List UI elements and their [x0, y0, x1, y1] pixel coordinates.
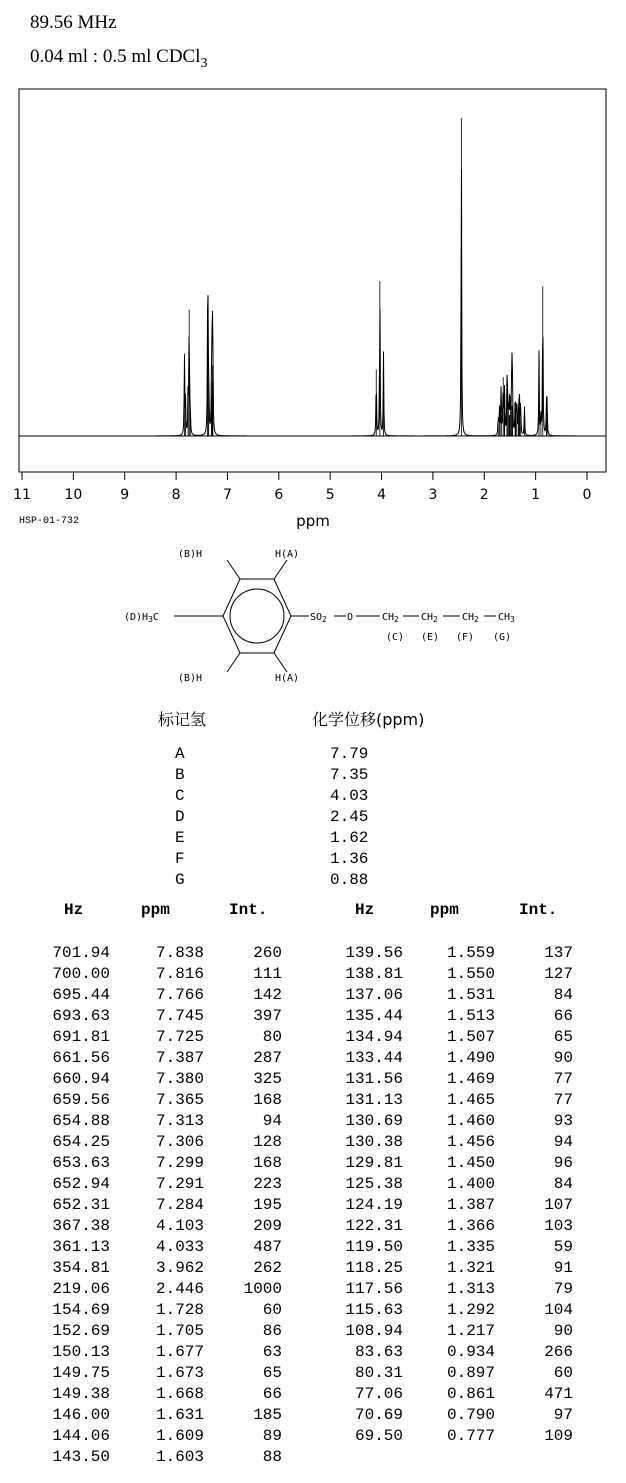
peak-cell-int-left: 63 [262, 1343, 282, 1361]
peak-cell-ppm-right: 1.400 [446, 1175, 495, 1193]
ch2-c [382, 612, 399, 624]
peak-cell-int-left: 89 [262, 1427, 282, 1445]
x-tick-label: 9 [120, 487, 130, 503]
peak-cell-hz-left: 219.06 [52, 1280, 110, 1298]
x-tick-label: 7 [222, 487, 232, 503]
peak-cell-hz-right: 69.50 [354, 1427, 403, 1445]
peak-cell-hz-right: 77.06 [354, 1385, 403, 1403]
peak-cell-ppm-left: 1.631 [155, 1406, 204, 1424]
peak-cell-int-right: 77 [553, 1091, 573, 1109]
peak-cell-hz-left: 691.81 [52, 1028, 110, 1046]
peak-cell-hz-left: 143.50 [52, 1448, 110, 1466]
peak-cell-int-right: 137 [544, 944, 573, 962]
peak-header-int-right: Int. [519, 901, 558, 919]
label-ha-top: H(A) [275, 549, 300, 560]
peak-header-hz-left: Hz [64, 901, 84, 919]
peak-cell-hz-right: 130.69 [345, 1112, 403, 1130]
peak-cell-hz-left: 654.88 [52, 1112, 110, 1130]
peak-cell-int-right: 91 [553, 1259, 573, 1277]
peak-cell-int-left: 397 [253, 1007, 282, 1025]
x-tick-label: 2 [479, 487, 489, 503]
peak-cell-hz-left: 661.56 [52, 1049, 110, 1067]
peak-header-hz-right: Hz [355, 901, 375, 919]
shift-row-ppm: 1.62 [330, 829, 369, 847]
peak-cell-hz-right: 139.56 [345, 944, 403, 962]
shift-header-ppm: 化学位移(ppm) [312, 710, 425, 729]
peak-cell-hz-right: 117.56 [345, 1280, 403, 1298]
peak-cell-int-right: 79 [553, 1280, 573, 1298]
sample-subscript: 3 [200, 55, 208, 71]
peak-cell-int-left: 88 [262, 1448, 282, 1466]
shift-row-label: A [175, 745, 185, 763]
peak-cell-ppm-right: 1.456 [446, 1133, 495, 1151]
peak-cell-ppm-left: 7.387 [155, 1049, 204, 1067]
peak-cell-ppm-right: 1.507 [446, 1028, 495, 1046]
molecule-structure [110, 540, 530, 690]
peak-cell-int-left: 60 [262, 1301, 282, 1319]
peak-header-ppm-left: ppm [141, 901, 170, 919]
peak-cell-hz-left: 652.94 [52, 1175, 110, 1193]
peak-cell-int-left: 65 [262, 1364, 282, 1382]
peak-cell-hz-left: 367.38 [52, 1217, 110, 1235]
peak-cell-int-left: 111 [253, 965, 282, 983]
peak-cell-hz-right: 83.63 [354, 1343, 403, 1361]
peak-cell-ppm-right: 0.934 [446, 1343, 495, 1361]
peak-cell-int-right: 94 [553, 1133, 573, 1151]
ch2-f-text: CH [462, 612, 475, 623]
peak-cell-ppm-right: 1.550 [446, 965, 495, 983]
ester-oxygen: O [347, 612, 354, 623]
peak-cell-ppm-right: 1.465 [446, 1091, 495, 1109]
label-methyl-group [124, 612, 159, 624]
peak-cell-hz-left: 150.13 [52, 1343, 110, 1361]
peak-cell-int-left: 142 [253, 986, 282, 1004]
peak-cell-int-right: 93 [553, 1112, 573, 1130]
ch3-g-text: CH [498, 612, 511, 623]
peak-cell-ppm-right: 0.777 [446, 1427, 495, 1445]
methyl-c: C [152, 612, 159, 623]
peak-cell-ppm-right: 1.321 [446, 1259, 495, 1277]
peak-cell-ppm-left: 7.816 [155, 965, 204, 983]
ch2-f-sub: 2 [474, 615, 479, 624]
peak-cell-int-left: 168 [253, 1091, 282, 1109]
peak-cell-int-left: 195 [253, 1196, 282, 1214]
peak-cell-ppm-left: 7.306 [155, 1133, 204, 1151]
spectrum-trace [19, 169, 606, 436]
shift-row-label: D [175, 808, 185, 826]
peak-cell-ppm-right: 1.559 [446, 944, 495, 962]
ch2-e [421, 612, 438, 624]
shift-row-label: C [175, 787, 185, 805]
label-ha-bottom: H(A) [275, 673, 300, 684]
shift-row-label: E [175, 829, 185, 847]
peak-cell-int-left: 287 [253, 1049, 282, 1067]
peak-cell-hz-left: 146.00 [52, 1406, 110, 1424]
label-g: (G) [493, 632, 512, 643]
peak-cell-hz-left: 361.13 [52, 1238, 110, 1256]
peak-cell-hz-right: 115.63 [345, 1301, 403, 1319]
peak-cell-int-right: 60 [553, 1364, 573, 1382]
peak-cell-ppm-right: 1.335 [446, 1238, 495, 1256]
peak-cell-int-right: 127 [544, 965, 573, 983]
peak-cell-hz-right: 125.38 [345, 1175, 403, 1193]
ch2-c-sub: 2 [394, 615, 399, 624]
shift-row-label: G [175, 871, 185, 889]
benzene-ring [174, 560, 496, 672]
shift-row-label: F [175, 850, 185, 868]
peak-cell-hz-left: 144.06 [52, 1427, 110, 1445]
peak-cell-ppm-right: 1.366 [446, 1217, 495, 1235]
peak-cell-ppm-left: 7.838 [155, 944, 204, 962]
peak-cell-hz-right: 124.19 [345, 1196, 403, 1214]
peak-cell-ppm-left: 7.299 [155, 1154, 204, 1172]
peak-cell-hz-left: 654.25 [52, 1133, 110, 1151]
x-tick-label: 5 [325, 487, 335, 503]
peak-cell-int-right: 266 [544, 1343, 573, 1361]
peak-cell-ppm-left: 7.365 [155, 1091, 204, 1109]
peak-cell-int-right: 59 [553, 1238, 573, 1256]
peak-cell-ppm-left: 4.103 [155, 1217, 204, 1235]
peak-cell-int-right: 66 [553, 1007, 573, 1025]
shift-header-label: 标记氢 [158, 710, 207, 729]
sample-text: 0.04 ml : 0.5 ml CDCl [30, 46, 201, 67]
peak-cell-int-left: 94 [262, 1112, 282, 1130]
ch3-g [498, 612, 515, 624]
peak-cell-ppm-left: 1.668 [155, 1385, 204, 1403]
peak-cell-hz-left: 660.94 [52, 1070, 110, 1088]
peak-cell-ppm-right: 1.469 [446, 1070, 495, 1088]
peak-cell-ppm-right: 1.450 [446, 1154, 495, 1172]
peak-cell-int-right: 65 [553, 1028, 573, 1046]
peak-cell-ppm-right: 0.790 [446, 1406, 495, 1424]
peak-cell-int-right: 103 [544, 1217, 573, 1235]
shift-row-ppm: 1.36 [330, 850, 369, 868]
ch2-e-sub: 2 [433, 615, 438, 624]
peak-cell-hz-right: 108.94 [345, 1322, 403, 1340]
x-tick-label: 10 [64, 487, 83, 503]
so-text: SO [310, 612, 323, 623]
x-tick-label: 11 [13, 487, 31, 503]
peak-cell-hz-left: 693.63 [52, 1007, 110, 1025]
spectrum-id: HSP-01-732 [19, 516, 80, 527]
peak-cell-ppm-left: 3.962 [155, 1259, 204, 1277]
peak-cell-hz-right: 131.56 [345, 1070, 403, 1088]
peak-cell-ppm-right: 1.460 [446, 1112, 495, 1130]
spectrometer-frequency: 89.56 MHz [30, 12, 117, 33]
peak-cell-int-right: 96 [553, 1154, 573, 1172]
peak-cell-ppm-left: 1.609 [155, 1427, 204, 1445]
ch2-e-text: CH [421, 612, 434, 623]
peak-cell-int-left: 487 [253, 1238, 282, 1256]
peak-cell-ppm-right: 0.897 [446, 1364, 495, 1382]
peak-cell-ppm-left: 7.313 [155, 1112, 204, 1130]
x-tick-label: 0 [582, 487, 592, 503]
peak-cell-int-left: 1000 [243, 1280, 282, 1298]
peak-cell-int-right: 90 [553, 1322, 573, 1340]
peak-cell-hz-left: 152.69 [52, 1322, 110, 1340]
peak-cell-ppm-right: 1.490 [446, 1049, 495, 1067]
shift-row-label: B [175, 766, 185, 784]
x-tick-label: 1 [531, 487, 541, 503]
shift-row-ppm: 7.35 [330, 766, 369, 784]
peak-cell-int-right: 77 [553, 1070, 573, 1088]
ch3-g-sub: 3 [510, 615, 515, 624]
methyl-h: (D)H [124, 612, 149, 623]
peak-cell-int-left: 260 [253, 944, 282, 962]
ch2-c-text: CH [382, 612, 395, 623]
shift-row-ppm: 2.45 [330, 808, 369, 826]
peak-cell-int-left: 223 [253, 1175, 282, 1193]
peak-cell-int-left: 66 [262, 1385, 282, 1403]
peak-cell-int-right: 84 [553, 986, 573, 1004]
peak-cell-ppm-right: 0.861 [446, 1385, 495, 1403]
peak-cell-ppm-left: 7.725 [155, 1028, 204, 1046]
label-f: (F) [456, 632, 475, 643]
peak-cell-ppm-left: 1.705 [155, 1322, 204, 1340]
peak-cell-ppm-left: 2.446 [155, 1280, 204, 1298]
peak-cell-ppm-right: 1.292 [446, 1301, 495, 1319]
peak-cell-hz-left: 149.38 [52, 1385, 110, 1403]
peak-cell-ppm-left: 1.673 [155, 1364, 204, 1382]
peak-cell-int-left: 325 [253, 1070, 282, 1088]
x-tick-label: 4 [377, 487, 387, 503]
peak-cell-hz-left: 701.94 [52, 944, 110, 962]
peak-cell-hz-left: 659.56 [52, 1091, 110, 1109]
peak-cell-ppm-right: 1.313 [446, 1280, 495, 1298]
peak-cell-int-right: 107 [544, 1196, 573, 1214]
peak-cell-hz-right: 80.31 [354, 1364, 403, 1382]
peak-cell-hz-right: 137.06 [345, 986, 403, 1004]
peak-cell-int-right: 109 [544, 1427, 573, 1445]
peak-cell-hz-right: 131.13 [345, 1091, 403, 1109]
peak-cell-ppm-right: 1.531 [446, 986, 495, 1004]
x-tick-label: 6 [274, 487, 284, 503]
sample-description [30, 46, 208, 72]
peak-cell-int-right: 84 [553, 1175, 573, 1193]
peak-cell-hz-right: 118.25 [345, 1259, 403, 1277]
peak-cell-int-left: 209 [253, 1217, 282, 1235]
label-bh-bottom: (B)H [178, 673, 203, 684]
peak-cell-ppm-left: 7.291 [155, 1175, 204, 1193]
ch2-f [462, 612, 479, 624]
peak-cell-ppm-right: 1.217 [446, 1322, 495, 1340]
peak-cell-hz-right: 130.38 [345, 1133, 403, 1151]
peak-cell-hz-right: 134.94 [345, 1028, 403, 1046]
peak-cell-hz-left: 700.00 [52, 965, 110, 983]
so-sub: 2 [322, 615, 327, 624]
peak-header-int-left: Int. [229, 901, 268, 919]
peak-cell-hz-right: 122.31 [345, 1217, 403, 1235]
peak-cell-int-left: 262 [253, 1259, 282, 1277]
peak-cell-ppm-left: 4.033 [155, 1238, 204, 1256]
peak-cell-hz-left: 354.81 [52, 1259, 110, 1277]
x-axis-label: ppm [296, 512, 330, 530]
peak-cell-hz-right: 133.44 [345, 1049, 403, 1067]
peak-cell-int-right: 104 [544, 1301, 573, 1319]
methyl-sub: 3 [148, 615, 153, 624]
shift-row-ppm: 4.03 [330, 787, 369, 805]
peak-cell-int-left: 128 [253, 1133, 282, 1151]
sulfonyl-group [310, 612, 327, 624]
peak-cell-ppm-right: 1.387 [446, 1196, 495, 1214]
label-c: (C) [386, 632, 405, 643]
x-tick-label: 8 [171, 487, 181, 503]
peak-cell-ppm-left: 7.284 [155, 1196, 204, 1214]
peak-cell-int-right: 97 [553, 1406, 573, 1424]
peak-cell-hz-left: 652.31 [52, 1196, 110, 1214]
peak-cell-ppm-left: 1.603 [155, 1448, 204, 1466]
peak-cell-ppm-left: 7.380 [155, 1070, 204, 1088]
nmr-spectrum-chart [0, 85, 626, 535]
peak-cell-int-left: 168 [253, 1154, 282, 1172]
peak-cell-int-right: 471 [544, 1385, 573, 1403]
peak-cell-hz-right: 129.81 [345, 1154, 403, 1172]
label-e: (E) [421, 632, 440, 643]
shift-row-ppm: 0.88 [330, 871, 369, 889]
peak-cell-hz-right: 135.44 [345, 1007, 403, 1025]
peak-lines [184, 118, 547, 436]
x-axis [13, 472, 591, 503]
peak-cell-ppm-left: 1.677 [155, 1343, 204, 1361]
label-bh-top: (B)H [178, 549, 203, 560]
peak-cell-int-left: 86 [262, 1322, 282, 1340]
peak-cell-ppm-right: 1.513 [446, 1007, 495, 1025]
peak-cell-int-left: 185 [253, 1406, 282, 1424]
peak-cell-hz-left: 154.69 [52, 1301, 110, 1319]
peak-cell-hz-left: 653.63 [52, 1154, 110, 1172]
peak-cell-hz-right: 119.50 [345, 1238, 403, 1256]
peak-cell-hz-left: 695.44 [52, 986, 110, 1004]
peak-cell-int-right: 90 [553, 1049, 573, 1067]
peak-cell-int-left: 80 [262, 1028, 282, 1046]
x-tick-label: 3 [428, 487, 438, 503]
peak-cell-ppm-left: 7.766 [155, 986, 204, 1004]
shift-row-ppm: 7.79 [330, 745, 369, 763]
peak-cell-hz-right: 70.69 [354, 1406, 403, 1424]
peak-cell-ppm-left: 1.728 [155, 1301, 204, 1319]
peak-cell-ppm-left: 7.745 [155, 1007, 204, 1025]
peak-cell-hz-right: 138.81 [345, 965, 403, 983]
peak-header-ppm-right: ppm [430, 901, 459, 919]
peak-cell-hz-left: 149.75 [52, 1364, 110, 1382]
